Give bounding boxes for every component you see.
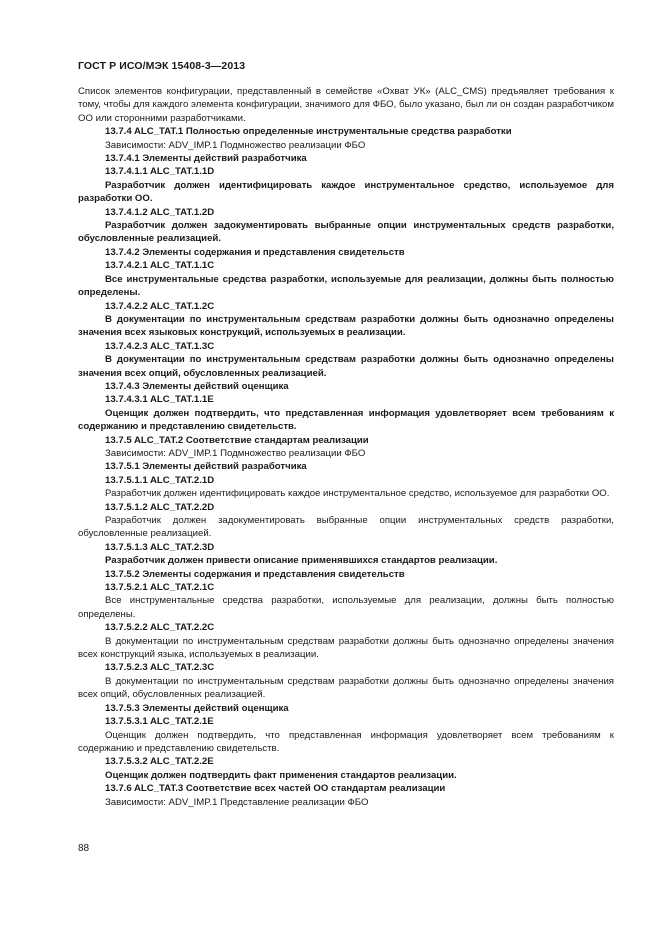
paragraph-heading: 13.7.5.2.3 ALC_TAT.2.3C — [105, 662, 215, 674]
paragraph-heading: Разработчик должен идентифицировать каждое инструментальное средство, используемое для разработки ОО. — [78, 179, 614, 205]
paragraph-heading: 13.7.4 ALC_TAT.1 Полностью определенные инструментальные средства разработки — [105, 126, 512, 138]
paragraph-heading: 13.7.4.2 Элементы содержания и представления свидетельств — [105, 246, 405, 258]
paragraph-heading: 13.7.4.1 Элементы действий разработчика — [105, 153, 307, 165]
page-number: 88 — [78, 843, 90, 854]
paragraph-heading: В документации по инструментальным средствам разработки должны быть однозначно определены значения всех языковых конструкций, используемых в реализации. — [78, 313, 614, 339]
paragraph-heading: В документации по инструментальным средствам разработки должны быть однозначно определены значения всех опций, обусловленных реализацией. — [78, 354, 614, 379]
paragraph-heading: Разработчик должен привести описание применявшихся стандартов реализации. — [105, 555, 498, 567]
paragraph-heading: 13.7.5.3 Элементы действий оценщика — [105, 702, 289, 714]
paragraph-heading: 13.7.4.3 Элементы действий оценщика — [105, 380, 289, 392]
paragraph: В документации по инструментальным средствам разработки должны быть однозначно определены значения всех опций, обусловленных реализацией. — [78, 675, 614, 701]
paragraph: Разработчик должен задокументировать выбранные опции инструментальных средств разработки, обусловленные реализацией. — [78, 515, 614, 540]
paragraph: Зависимости: ADV_IMP.1 Представление реализации ФБО — [105, 796, 369, 808]
paragraph-heading: 13.7.4.1.2 ALC_TAT.1.2D — [105, 206, 215, 218]
paragraph-heading: Все инструментальные средства разработки, используемые для реализации, должны быть полностью определены. — [78, 273, 614, 299]
paragraph-heading: 13.7.4.3.1 ALC_TAT.1.1E — [105, 394, 214, 406]
paragraph: Зависимости: ADV_IMP.1 Подмножество реализации ФБО — [105, 447, 366, 459]
paragraph-heading: Оценщик должен подтвердить, что представленная информация удовлетворяет всем требованиям к содержанию и представлению свидетельств. — [78, 407, 614, 433]
paragraph-heading: 13.7.5.3.2 ALC_TAT.2.2E — [105, 756, 214, 768]
paragraph: Оценщик должен подтвердить, что представленная информация удовлетворяет всем требованиям к содержанию и представлению свидетельств. — [78, 729, 614, 754]
paragraph: Список элементов конфигурации, представленный в семействе «Охват УК» (ALC_CMS) предъявляет требования к тому, чтобы для каждого элемента конфигурации, значимого для ФБО, было указано, был ли он создан разработчиком ОО или сторонними разработчиками. — [78, 86, 614, 124]
paragraph-heading: 13.7.5.1.3 ALC_TAT.2.3D — [105, 541, 215, 553]
paragraph-heading: Оценщик должен подтвердить факт применения стандартов реализации. — [105, 769, 457, 781]
paragraph-heading: 13.7.4.2.3 ALC_TAT.1.3C — [105, 340, 215, 352]
paragraph-heading: 13.7.4.1.1 ALC_TAT.1.1D — [105, 166, 215, 178]
paragraph: Зависимости: ADV_IMP.1 Подмножество реализации ФБО — [105, 139, 366, 151]
paragraph-heading: 13.7.5.2.1 ALC_TAT.2.1C — [105, 582, 215, 594]
paragraph-heading: 13.7.5 ALC_TAT.2 Соответствие стандартам реализации — [105, 434, 369, 446]
document-body — [78, 85, 614, 809]
paragraph-heading: 13.7.5.2 Элементы содержания и представления свидетельств — [105, 568, 405, 580]
paragraph-heading: 13.7.4.2.2 ALC_TAT.1.2C — [105, 300, 215, 312]
paragraph-heading: 13.7.5.2.2 ALC_TAT.2.2C — [105, 622, 215, 634]
paragraph-heading: 13.7.4.2.1 ALC_TAT.1.1C — [105, 260, 215, 272]
paragraph-heading: Разработчик должен задокументировать выбранные опции инструментальных средств разработки, обусловленные реализацией. — [78, 220, 614, 245]
paragraph: Разработчик должен идентифицировать каждое инструментальное средство, используемое для разработки ОО. — [105, 488, 610, 500]
paragraph-heading: 13.7.5.3.1 ALC_TAT.2.1E — [105, 716, 214, 728]
paragraph-heading: 13.7.6 ALC_TAT.3 Соответствие всех частей ОО стандартам реализации — [105, 783, 446, 795]
document-header: ГОСТ Р ИСО/МЭК 15408-3—2013 — [78, 60, 246, 72]
paragraph-heading: 13.7.5.1 Элементы действий разработчика — [105, 461, 307, 473]
paragraph: В документации по инструментальным средствам разработки должны быть однозначно определены значения всех конструкций языка, используемых в реализации. — [78, 635, 614, 661]
paragraph-heading: 13.7.5.1.2 ALC_TAT.2.2D — [105, 501, 215, 513]
paragraph: Все инструментальные средства разработки, используемые для реализации, должны быть полностью определены. — [78, 595, 614, 620]
paragraph-heading: 13.7.5.1.1 ALC_TAT.2.1D — [105, 474, 215, 486]
